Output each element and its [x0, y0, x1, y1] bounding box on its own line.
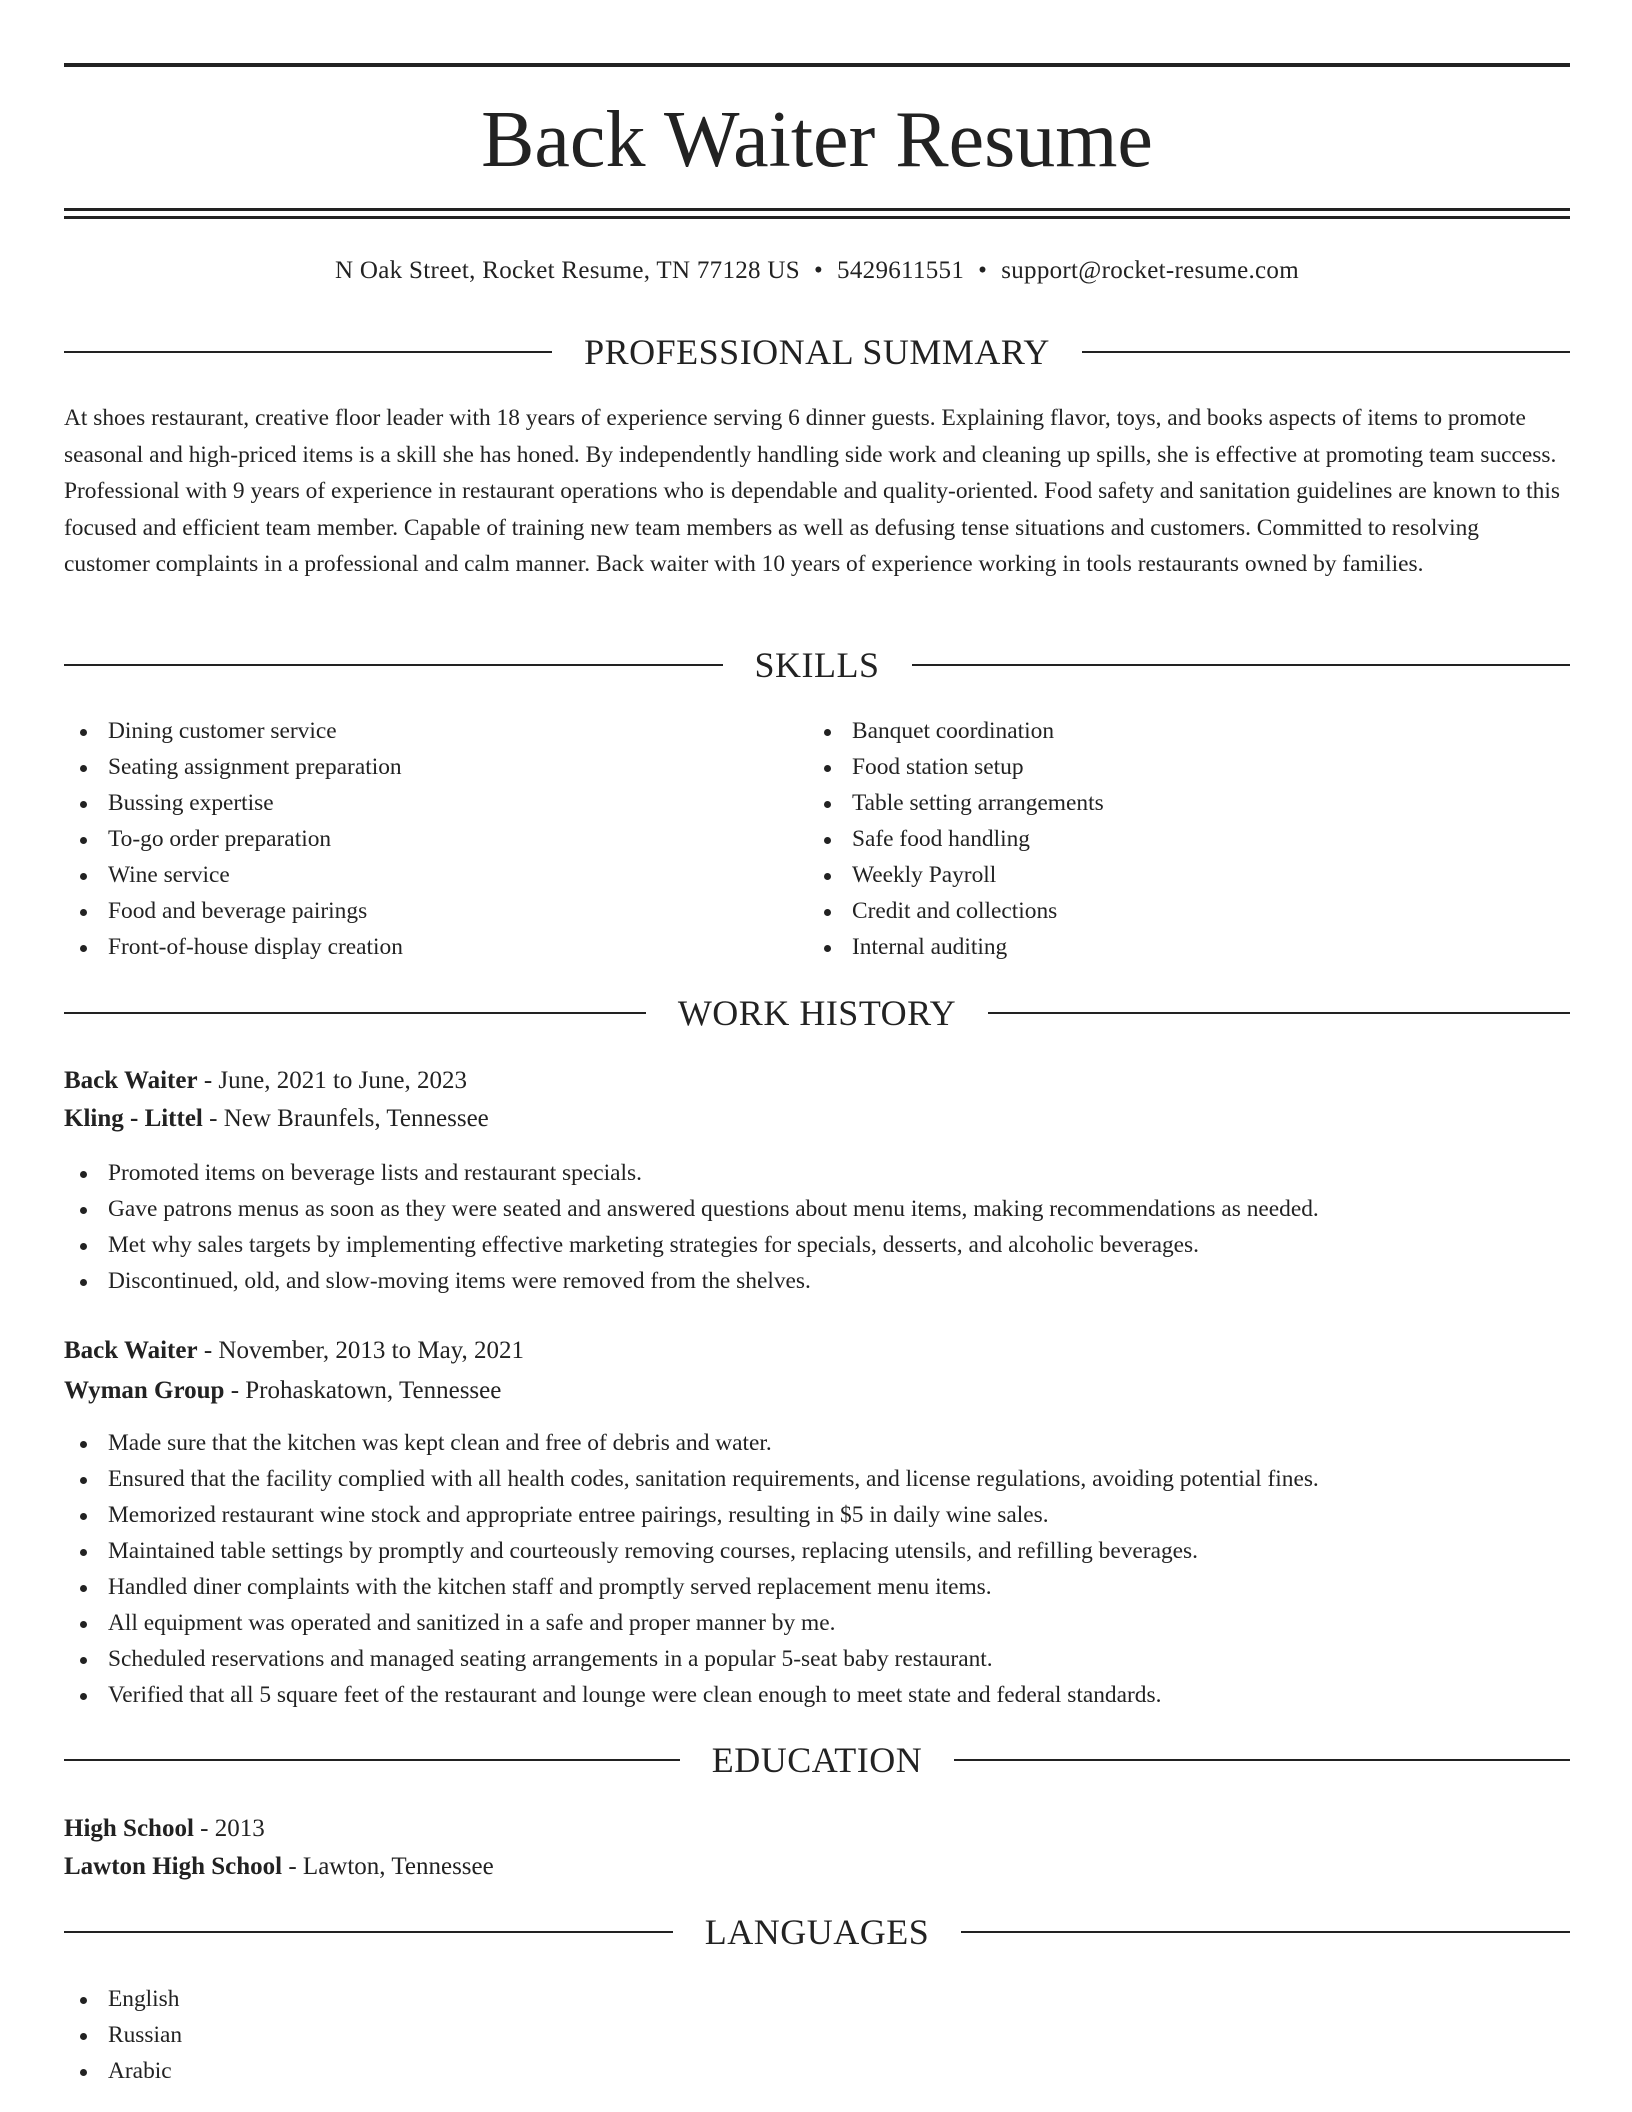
education-school: Lawton High School	[64, 1853, 283, 1880]
skill-item: Weekly Payroll	[808, 857, 1568, 893]
contact-address: N Oak Street, Rocket Resume, TN 77128 US	[335, 257, 800, 284]
skill-item: To-go order preparation	[64, 821, 804, 857]
languages-title: LANGUAGES	[704, 1912, 930, 1952]
skill-item: Wine service	[64, 857, 804, 893]
skill-item: Credit and collections	[808, 893, 1568, 929]
job-bullets	[64, 1155, 1570, 1299]
summary-title: PROFESSIONAL SUMMARY	[584, 332, 1050, 372]
language-item: Arabic	[64, 2053, 1570, 2089]
contact-phone: 5429611551	[837, 257, 965, 284]
job-company-line	[64, 1101, 489, 1137]
heading-rule-right	[988, 1012, 1570, 1014]
job-bullet: Promoted items on beverage lists and restaurant specials.	[64, 1155, 1570, 1191]
top-rule	[64, 63, 1570, 67]
contact-line	[64, 254, 1570, 288]
contact-separator: •	[978, 257, 988, 284]
contact-separator: •	[813, 257, 824, 284]
skill-item: Safe food handling	[808, 821, 1568, 857]
heading-rule-left	[64, 1759, 680, 1761]
job-bullet: Gave patrons menus as soon as they were seated and answered questions about menu items, making recommendations as needed.	[64, 1191, 1570, 1227]
skill-item: Food and beverage pairings	[64, 893, 804, 929]
job-title-line	[64, 1063, 467, 1099]
job-bullet: All equipment was operated and sanitized in a safe and proper manner by me.	[64, 1605, 1570, 1641]
education-degree-line	[64, 1811, 265, 1847]
job-bullet: Made sure that the kitchen was kept clean and free of debris and water.	[64, 1425, 1570, 1461]
skill-item: Banquet coordination	[808, 713, 1568, 749]
language-item: English	[64, 1981, 1570, 2017]
job-bullet: Met why sales targets by implementing effective marketing strategies for specials, desserts, and alcoholic beverages.	[64, 1227, 1570, 1263]
language-item: Russian	[64, 2017, 1570, 2053]
skill-item: Bussing expertise	[64, 785, 804, 821]
job-company-line	[64, 1373, 501, 1409]
job-title: Back Waiter	[64, 1337, 198, 1364]
skill-item: Food station setup	[808, 749, 1568, 785]
summary-heading	[64, 330, 1570, 374]
education-year: - 2013	[193, 1815, 265, 1842]
skill-item: Seating assignment preparation	[64, 749, 804, 785]
resume-title: Back Waiter Resume	[481, 96, 1153, 184]
languages-heading	[64, 1910, 1570, 1954]
education-location: - Lawton, Tennessee	[282, 1853, 494, 1880]
job-company: Wyman Group	[64, 1377, 225, 1404]
skill-item: Table setting arrangements	[808, 785, 1568, 821]
summary-paragraph: At shoes restaurant, creative floor leader with 18 years of experience serving 6 dinner guests. Explaining flavor, toys, and books aspects of items to promote seasonal and high-priced items is a skill she has honed. By independently handling side work and cleaning up spills, she is effective at promoting team success. Professional with 9 years of experience in restaurant operations who is dependable and quality-oriented. Food safety and sanitation guidelines are known to this focused and efficient team member. Capable of training new team members as well as defusing tense situations and customers. Committed to resolving customer complaints in a professional and calm manner. Back waiter with 10 years of experience working in tools restaurants owned by families.	[64, 405, 1560, 577]
skills-list-right	[808, 713, 1568, 965]
job-bullet: Ensured that the facility complied with all health codes, sanitation requirements, and license regulations, avoiding potential fines.	[64, 1461, 1570, 1497]
title-rule-upper	[64, 208, 1570, 211]
education-degree: High School	[64, 1815, 194, 1842]
job-location: - Prohaskatown, Tennessee	[224, 1377, 502, 1404]
work-title: WORK HISTORY	[677, 993, 957, 1033]
heading-rule-left	[64, 1012, 646, 1014]
heading-rule-left	[64, 351, 552, 353]
skills-list-left	[64, 713, 804, 965]
skill-item: Dining customer service	[64, 713, 804, 749]
title-rule-lower	[64, 216, 1570, 219]
job-dates: - November, 2013 to May, 2021	[197, 1337, 525, 1364]
education-heading	[64, 1738, 1570, 1782]
job-bullet: Discontinued, old, and slow-moving items were removed from the shelves.	[64, 1263, 1570, 1299]
heading-rule-right	[961, 1931, 1570, 1933]
work-heading	[64, 991, 1570, 1035]
education-title: EDUCATION	[711, 1740, 923, 1780]
education-school-line	[64, 1849, 494, 1885]
job-bullet: Memorized restaurant wine stock and appropriate entree pairings, resulting in $5 in daily wine sales.	[64, 1497, 1570, 1533]
heading-rule-right	[912, 664, 1571, 666]
job-bullet: Scheduled reservations and managed seating arrangements in a popular 5-seat baby restaurant.	[64, 1641, 1570, 1677]
job-bullet: Verified that all 5 square feet of the restaurant and lounge were clean enough to meet state and federal standards.	[64, 1677, 1570, 1713]
job-bullet: Handled diner complaints with the kitchen staff and promptly served replacement menu items.	[64, 1569, 1570, 1605]
job-bullets	[64, 1425, 1570, 1713]
heading-rule-left	[64, 664, 723, 666]
skill-item: Front-of-house display creation	[64, 929, 804, 965]
skill-item: Internal auditing	[808, 929, 1568, 965]
languages-list	[64, 1981, 1570, 2089]
job-title-line	[64, 1333, 524, 1369]
skills-title: SKILLS	[754, 645, 880, 685]
job-company: Kling - Littel	[64, 1105, 203, 1132]
job-dates: - June, 2021 to June, 2023	[197, 1067, 467, 1094]
heading-rule-left	[64, 1931, 673, 1933]
job-bullet: Maintained table settings by promptly and courteously removing courses, replacing utensils, and refilling beverages.	[64, 1533, 1570, 1569]
heading-rule-right	[954, 1759, 1570, 1761]
job-title: Back Waiter	[64, 1067, 198, 1094]
contact-email: support@rocket-resume.com	[1001, 257, 1299, 284]
skills-heading	[64, 643, 1570, 687]
job-location: - New Braunfels, Tennessee	[202, 1105, 489, 1132]
heading-rule-right	[1082, 351, 1570, 353]
